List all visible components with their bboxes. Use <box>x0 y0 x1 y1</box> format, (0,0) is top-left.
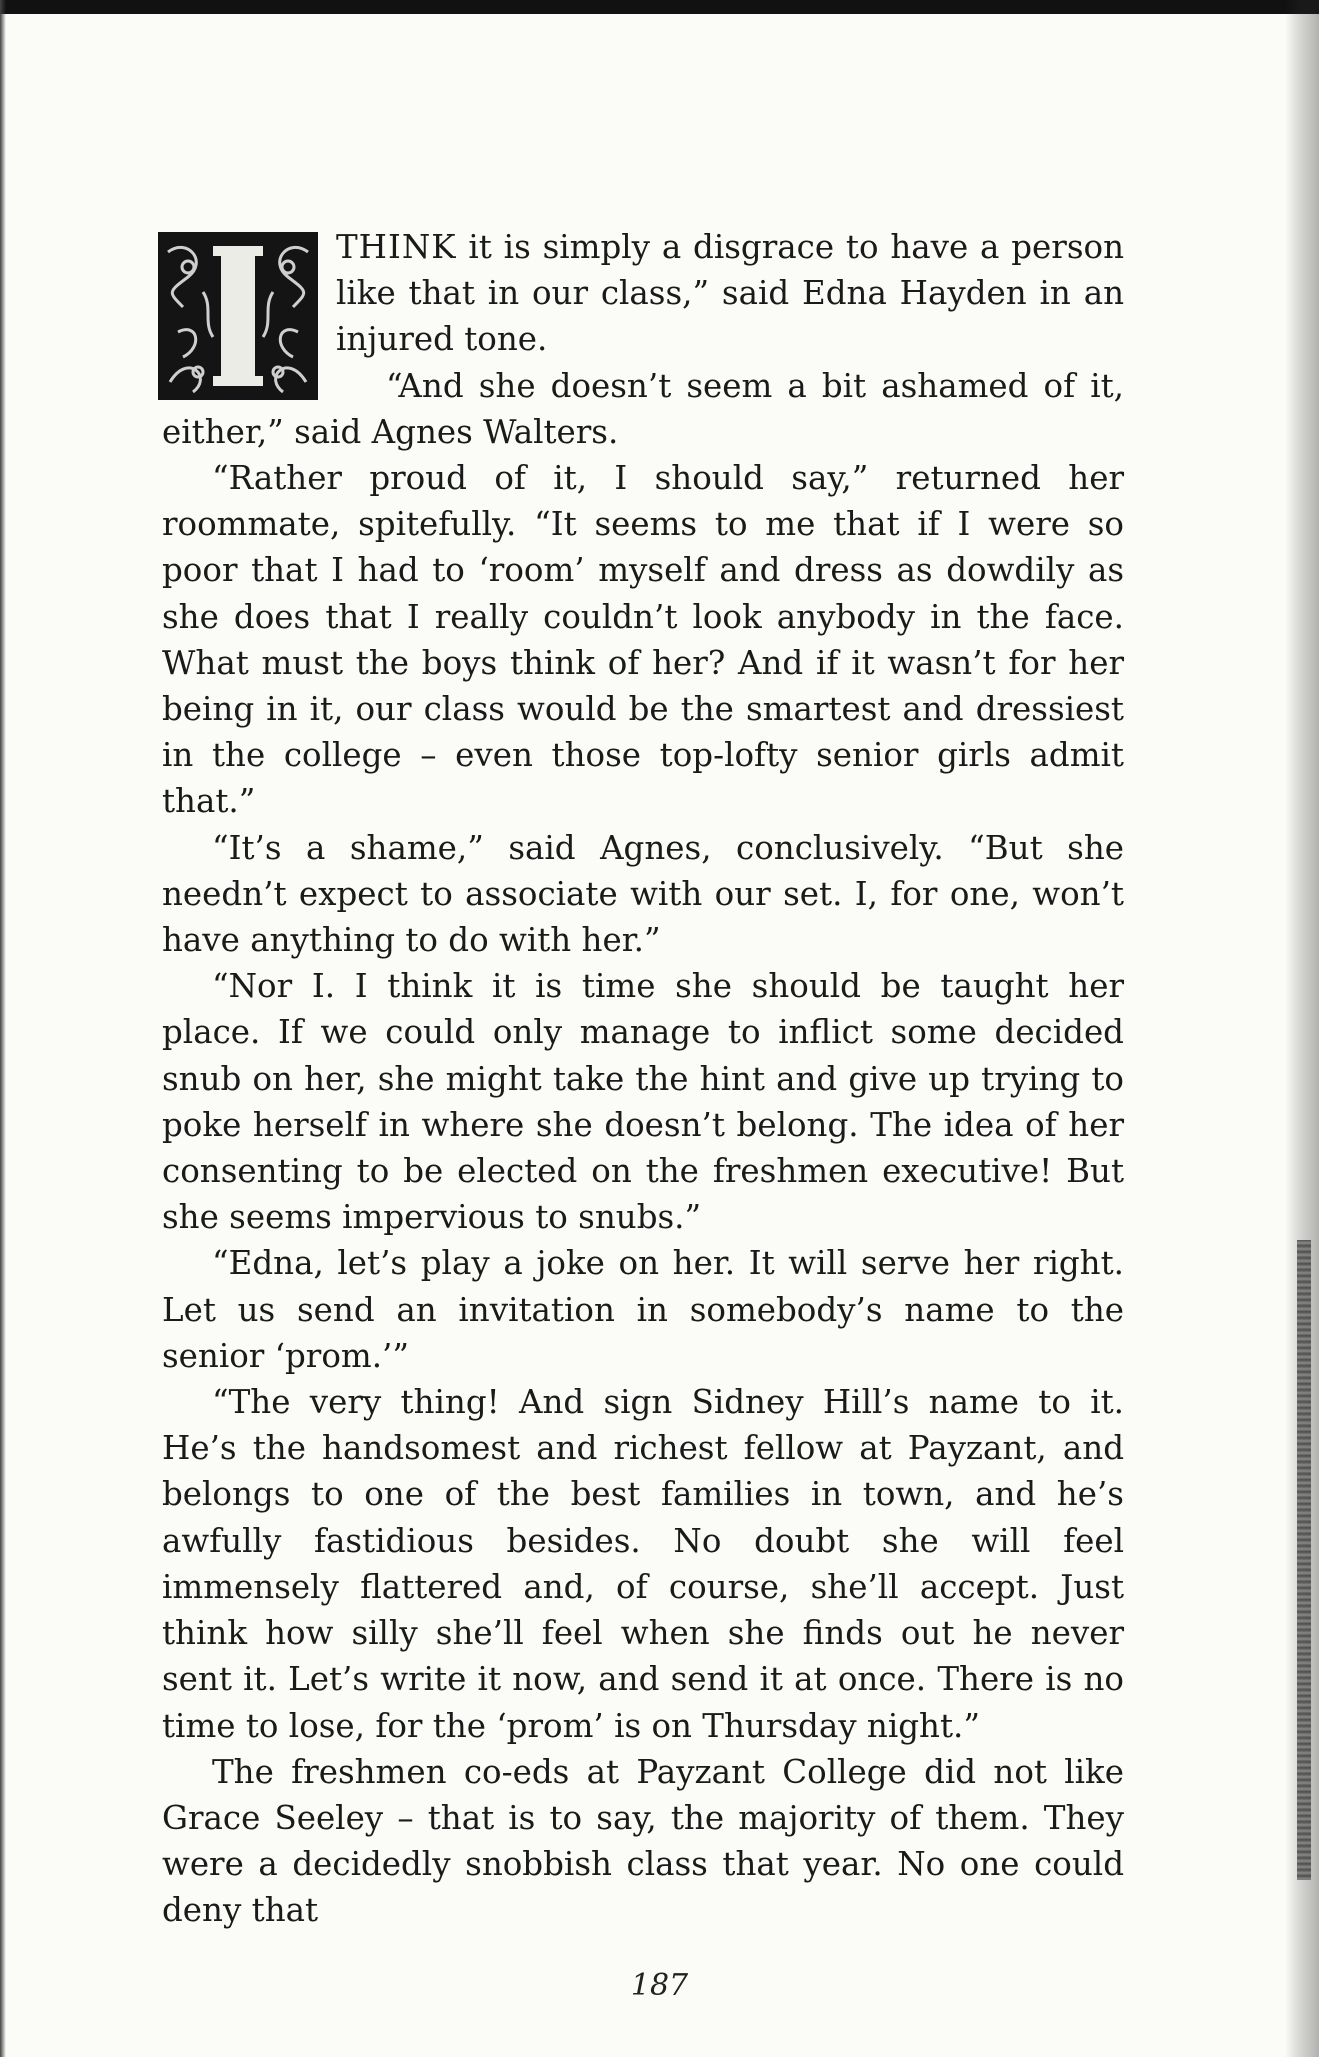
scan-left-edge <box>0 0 6 2057</box>
page-number: 187 <box>630 1968 689 2003</box>
paragraph: “It’s a shame,” said Agnes, conclusively. “But she needn’t expect to associate with our set. I, for one, won’t have anything to do with her.” <box>162 828 1124 960</box>
paragraph: “And she doesn’t seem a bit ashamed of it, either,” said Agnes Walters. <box>162 366 1124 451</box>
paragraph: The freshmen co-eds at Payzant College did not like Grace Seeley – that is to say, the majority of them. They were a decidedly snobbish class that year. No one could deny that <box>162 1752 1124 1930</box>
opening-text: it is simply a disgrace to have a person like that in our class,” said Edna Hayden in an injured tone. <box>336 228 1124 359</box>
scan-binding-shadow <box>1297 1240 1311 1880</box>
paragraph: “Edna, let’s play a joke on her. It will serve her right. Let us send an invitation in somebody’s name to the senior ‘prom.’” <box>162 1244 1124 1375</box>
page-body-text <box>162 224 1124 1934</box>
scan-top-edge <box>0 0 1319 14</box>
drop-cap-letter <box>158 232 318 400</box>
opening-paragraph <box>162 224 1124 363</box>
paragraph: “Nor I. I think it is time she should be taught her place. If we could only manage to inflict some decided snub on her, she might take the hint and give up trying to poke herself in where she doesn’t belong. The idea of her consenting to be elected on the freshmen executive! But she seems impervious to snubs.” <box>162 967 1124 1237</box>
decorative-drop-cap <box>158 232 318 400</box>
paragraph: “The very thing! And sign Sidney Hill’s name to it. He’s the handsomest and richest fellow at Payzant, and belongs to one of the best families in town, and he’s awfully fastidious besides. No doubt she will feel immensely flattered and, of course, she’ll accept. Just think how silly she’ll feel when she finds out he never sent it. Let’s write it now, and send it at once. There is no time to lose, for the ‘prom’ is on Thursday night.” <box>162 1383 1124 1745</box>
opening-small-caps: THINK <box>336 228 457 266</box>
paragraph: “Rather proud of it, I should say,” returned her roommate, spitefully. “It seems to me that if I were so poor that I had to ‘room’ myself and dress as dowdily as she does that I really couldn’t look anybody in the face. What must the boys think of her? And if it wasn’t for her being in it, our class would be the smartest and dressiest in the college – even those top-lofty senior girls admit that.” <box>162 459 1124 821</box>
